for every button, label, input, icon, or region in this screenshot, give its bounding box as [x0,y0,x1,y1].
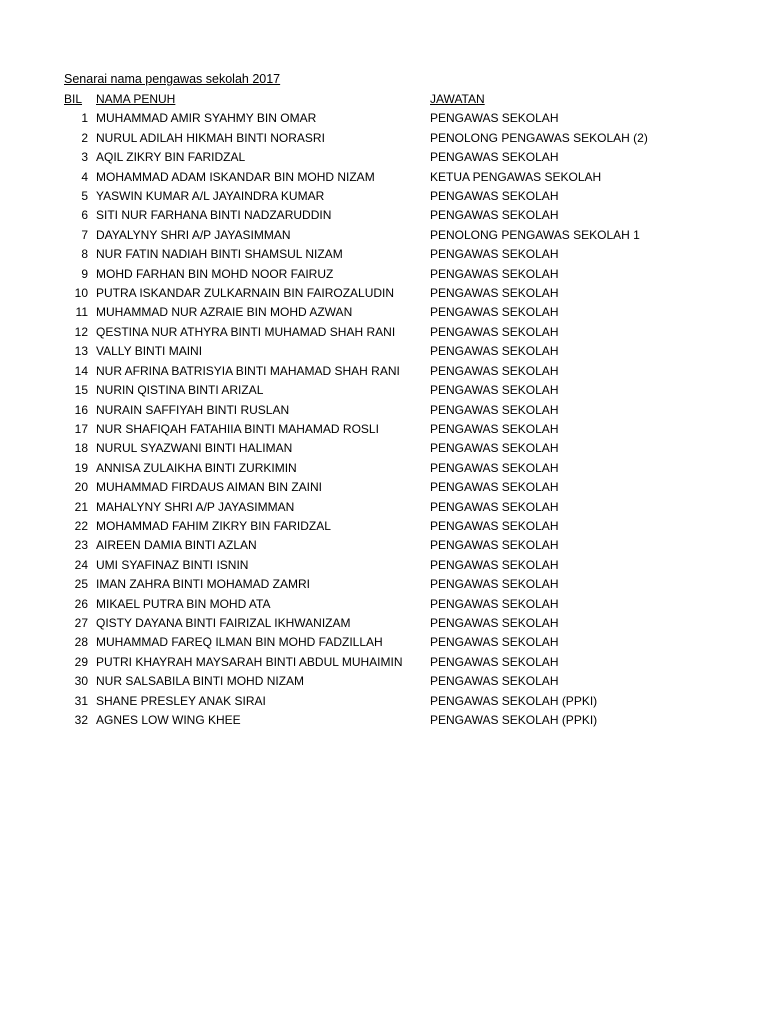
row-position: PENGAWAS SEKOLAH [430,615,559,630]
row-name: MOHD FARHAN BIN MOHD NOOR FAIRUZ [96,266,334,281]
table-row [64,187,648,206]
table-row [64,614,648,633]
row-position: PENGAWAS SEKOLAH [430,654,559,669]
row-bil: 12 [74,324,88,339]
row-bil: 5 [81,189,88,204]
table-row [64,595,648,614]
row-name: YASWIN KUMAR A/L JAYAINDRA KUMAR [96,189,325,204]
table-row [64,129,648,148]
row-position: PENOLONG PENGAWAS SEKOLAH (2) [430,130,648,145]
table-row [64,536,648,555]
row-name: PUTRI KHAYRAH MAYSARAH BINTI ABDUL MUHAIMIN [96,654,403,669]
row-name: MAHALYNY SHRI A/P JAYASIMMAN [96,499,295,514]
row-name: NUR SHAFIQAH FATAHIIA BINTI MAHAMAD ROSLI [96,421,379,436]
row-bil: 23 [74,538,88,553]
row-name: NURIN QISTINA BINTI ARIZAL [96,383,264,398]
table-row [64,303,648,322]
row-name: NURAIN SAFFIYAH BINTI RUSLAN [96,402,290,417]
row-position: PENGAWAS SEKOLAH (PPKI) [430,713,598,727]
row-position: PENGAWAS SEKOLAH [430,460,559,475]
table-row [64,692,648,711]
table-row [64,148,648,167]
table-body [64,109,648,730]
row-bil: 17 [74,421,88,436]
header-bil: BIL [64,92,83,106]
table-row [64,323,648,342]
row-position: PENGAWAS SEKOLAH [430,305,559,320]
row-bil: 16 [74,402,88,417]
row-position: PENGAWAS SEKOLAH [430,383,559,398]
row-name: MUHAMMAD NUR AZRAIE BIN MOHD AZWAN [96,305,353,320]
row-bil: 27 [74,615,88,630]
table-row [64,362,648,381]
row-position: PENGAWAS SEKOLAH [430,421,559,436]
table-row [64,206,648,225]
table-row [64,517,648,536]
row-position: PENGAWAS SEKOLAH [430,499,559,514]
row-name: VALLY BINTI MAINI [96,344,203,359]
row-name: MUHAMMAD FAREQ ILMAN BIN MOHD FADZILLAH [96,635,383,650]
row-name: NURUL ADILAH HIKMAH BINTI NORASRI [96,130,325,145]
row-name: QISTY DAYANA BINTI FAIRIZAL IKHWANIZAM [96,615,351,630]
row-position: PENGAWAS SEKOLAH [430,363,559,378]
document-title: Senarai nama pengawas sekolah 2017 [64,72,281,86]
header-name: NAMA PENUH [96,92,176,106]
row-name: SHANE PRESLEY ANAK SIRAI [96,693,266,708]
row-position: PENGAWAS SEKOLAH [430,635,559,650]
row-bil: 26 [74,596,88,611]
row-name: NURUL SYAZWANI BINTI HALIMAN [96,441,293,456]
table-row [64,401,648,420]
table-row [64,575,648,594]
row-position: PENGAWAS SEKOLAH [430,402,559,417]
row-position: PENGAWAS SEKOLAH [430,150,559,165]
row-position: PENGAWAS SEKOLAH (PPKI) [430,693,598,708]
row-bil: 24 [74,557,88,572]
prefect-table [64,90,648,730]
header-position: JAWATAN [430,92,485,106]
row-position: PENGAWAS SEKOLAH [430,208,559,223]
table-row [64,226,648,245]
row-name: PUTRA ISKANDAR ZULKARNAIN BIN FAIROZALUDIN [96,286,395,301]
row-bil: 13 [74,344,88,359]
row-bil: 8 [81,247,88,262]
row-name: ANNISA ZULAIKHA BINTI ZURKIMIN [96,460,297,475]
table-row [64,498,648,517]
row-position: PENGAWAS SEKOLAH [430,538,559,553]
row-bil: 10 [74,286,88,301]
row-bil: 18 [74,441,88,456]
table-row [64,556,648,575]
row-name: MIKAEL PUTRA BIN MOHD ATA [96,596,271,611]
row-position: PENOLONG PENGAWAS SEKOLAH 1 [430,227,640,242]
row-name: QESTINA NUR ATHYRA BINTI MUHAMAD SHAH RANI [96,324,396,339]
row-name: AGNES LOW WING KHEE [96,713,241,727]
row-name: MUHAMMAD FIRDAUS AIMAN BIN ZAINI [96,480,323,495]
row-position: PENGAWAS SEKOLAH [430,111,559,126]
row-bil: 21 [74,499,88,514]
row-name: NUR FATIN NADIAH BINTI SHAMSUL NIZAM [96,247,343,262]
row-name: IMAN ZAHRA BINTI MOHAMAD ZAMRI [96,577,311,592]
row-name: MUHAMMAD AMIR SYAHMY BIN OMAR [96,111,317,126]
table-row [64,653,648,672]
row-position: PENGAWAS SEKOLAH [430,557,559,572]
row-bil: 30 [74,674,88,689]
row-position: PENGAWAS SEKOLAH [430,518,559,533]
row-bil: 22 [74,518,88,533]
row-bil: 31 [74,693,88,708]
row-position: PENGAWAS SEKOLAH [430,247,559,262]
row-position: PENGAWAS SEKOLAH [430,189,559,204]
row-bil: 1 [81,111,88,126]
table-row [64,342,648,361]
row-bil: 20 [74,480,88,495]
table-row [64,109,648,128]
row-bil: 15 [74,383,88,398]
row-bil: 6 [81,208,88,223]
row-name: MOHAMMAD ADAM ISKANDAR BIN MOHD NIZAM [96,169,375,184]
table-row [64,459,648,478]
row-bil: 25 [74,577,88,592]
row-bil: 7 [81,227,88,242]
row-position: KETUA PENGAWAS SEKOLAH [430,169,602,184]
row-bil: 19 [74,460,88,475]
row-name: AIREEN DAMIA BINTI AZLAN [96,538,257,553]
row-position: PENGAWAS SEKOLAH [430,324,559,339]
row-position: PENGAWAS SEKOLAH [430,266,559,281]
table-row [64,284,648,303]
row-position: PENGAWAS SEKOLAH [430,596,559,611]
row-name: DAYALYNY SHRI A/P JAYASIMMAN [96,227,291,242]
row-bil: 9 [81,266,88,281]
table-row [64,711,648,730]
row-name: UMI SYAFINAZ BINTI ISNIN [96,557,249,572]
row-name: MOHAMMAD FAHIM ZIKRY BIN FARIDZAL [96,518,331,533]
table-row [64,439,648,458]
row-position: PENGAWAS SEKOLAH [430,286,559,301]
table-row [64,420,648,439]
table-row [64,245,648,264]
row-name: AQIL ZIKRY BIN FARIDZAL [96,150,246,165]
row-bil: 2 [81,130,88,145]
row-name: SITI NUR FARHANA BINTI NADZARUDDIN [96,208,332,223]
row-bil: 29 [74,654,88,669]
row-position: PENGAWAS SEKOLAH [430,480,559,495]
row-bil: 3 [81,150,88,165]
row-position: PENGAWAS SEKOLAH [430,441,559,456]
row-position: PENGAWAS SEKOLAH [430,344,559,359]
table-row [64,478,648,497]
table-row [64,168,648,187]
table-row [64,265,648,284]
row-name: NUR AFRINA BATRISYIA BINTI MAHAMAD SHAH RANI [96,363,400,378]
row-position: PENGAWAS SEKOLAH [430,674,559,689]
row-bil: 32 [74,713,88,727]
row-bil: 28 [74,635,88,650]
row-bil: 14 [74,363,88,378]
row-name: NUR SALSABILA BINTI MOHD NIZAM [96,674,305,689]
row-bil: 11 [75,305,88,320]
row-bil: 4 [81,169,88,184]
table-row [64,672,648,691]
table-row [64,633,648,652]
table-header-row [64,90,648,109]
table-row [64,381,648,400]
row-position: PENGAWAS SEKOLAH [430,577,559,592]
